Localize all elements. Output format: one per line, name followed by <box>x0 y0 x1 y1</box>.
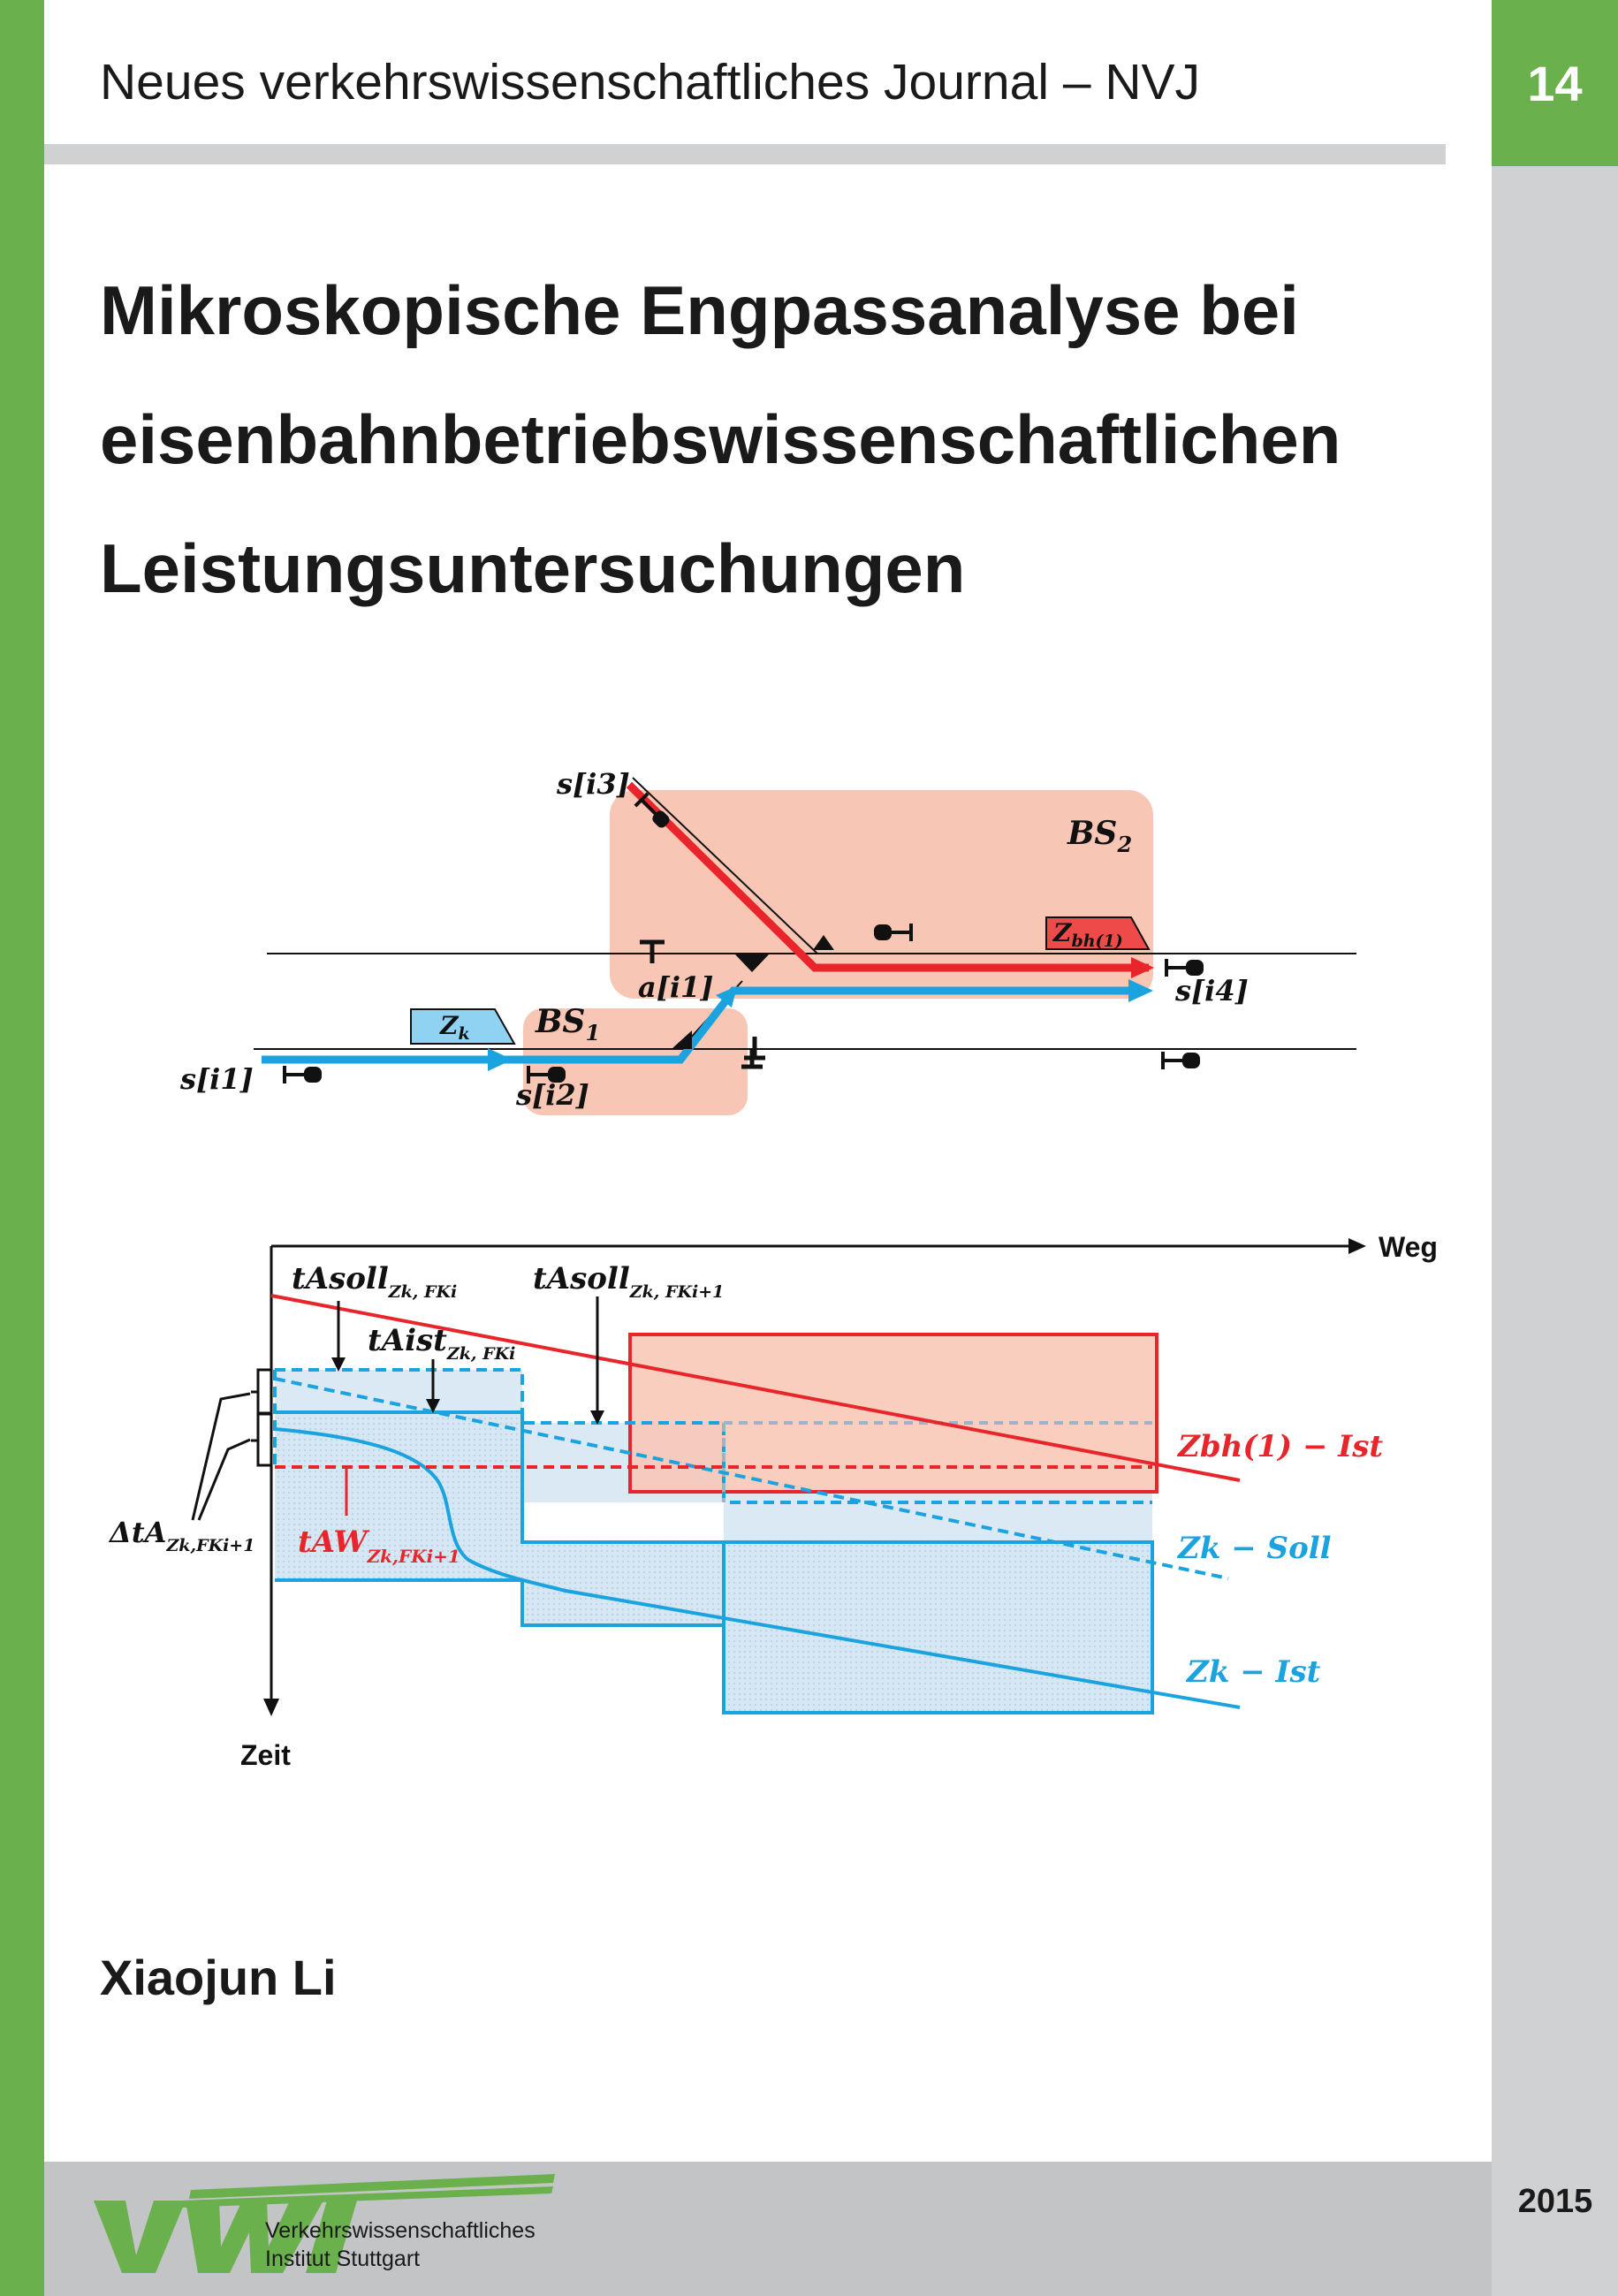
legend-zk-soll: Zk − Soll <box>1178 1531 1332 1566</box>
signal-lower-right <box>1163 1052 1200 1069</box>
track-diagram <box>0 0 1492 1149</box>
pointer-delta-ta-2 <box>199 1440 250 1520</box>
label-zk: $Z_k$ <box>440 1011 470 1044</box>
right-grey-panel <box>1492 0 1618 2296</box>
label-taist: tAist$_{Zk, FKi}$ <box>368 1323 516 1364</box>
brace-delta-ta-2 <box>251 1414 270 1465</box>
label-bs2: $BS_2$ <box>1067 815 1133 857</box>
label-zbh1: $Z_{bh(1)}$ <box>1053 918 1123 951</box>
signal-s-i1 <box>285 1066 322 1083</box>
label-delta-ta: ΔtA$_{Zk,FKi+1}$ <box>110 1516 255 1555</box>
journal-title: Neues verkehrswissenschaftliches Journal – NVJ <box>100 54 1201 110</box>
publication-year: 2015 <box>1517 2183 1593 2220</box>
label-s-i2: s[i2] <box>516 1078 589 1112</box>
label-s-i1: s[i1] <box>180 1062 254 1096</box>
axis-zeit-arrow <box>263 1699 279 1716</box>
label-a-i1: a[i1] <box>638 970 714 1004</box>
blocking-time-zk-ist-3 <box>724 1542 1152 1713</box>
issue-number: 14 <box>1492 0 1618 166</box>
label-tasoll-i1: tAsoll$_{Zk, FKi+1}$ <box>533 1261 725 1302</box>
title-line-3: Leistungsuntersuchungen <box>100 529 966 607</box>
axis-weg-arrow <box>1348 1238 1366 1254</box>
label-tasoll-i: tAsoll$_{Zk, FKi}$ <box>292 1261 458 1302</box>
blue-route-arrow-1 <box>488 1048 513 1071</box>
logo-institute-name <box>265 2216 536 2273</box>
axis-weg-label: Weg <box>1379 1231 1438 1263</box>
legend-zbh1-ist: Zbh(1) − Ist <box>1178 1429 1384 1464</box>
logo-text-line-1: Verkehrswissenschaftliches <box>265 2218 536 2243</box>
label-bs1: $BS_1$ <box>536 1003 601 1045</box>
pointer-delta-ta <box>193 1394 250 1520</box>
logo-text-line-2: Institut Stuttgart <box>265 2247 421 2271</box>
title-line-2: eisenbahnbetriebswissenschaftlichen <box>100 400 1341 478</box>
legend-zk-ist: Zk − Ist <box>1187 1654 1321 1690</box>
time-diagram <box>0 1149 1492 1785</box>
author-name: Xiaojun Li <box>100 1950 337 2005</box>
label-taw: tAW$_{Zk,FKi+1}$ <box>298 1524 460 1567</box>
axis-zeit-label: Zeit <box>240 1739 291 1771</box>
label-s-i3: s[i3] <box>557 767 630 801</box>
brace-delta-ta <box>251 1370 270 1413</box>
title-line-1: Mikroskopische Engpassanalyse bei <box>100 271 1299 349</box>
label-s-i4: s[i4] <box>1175 974 1249 1007</box>
